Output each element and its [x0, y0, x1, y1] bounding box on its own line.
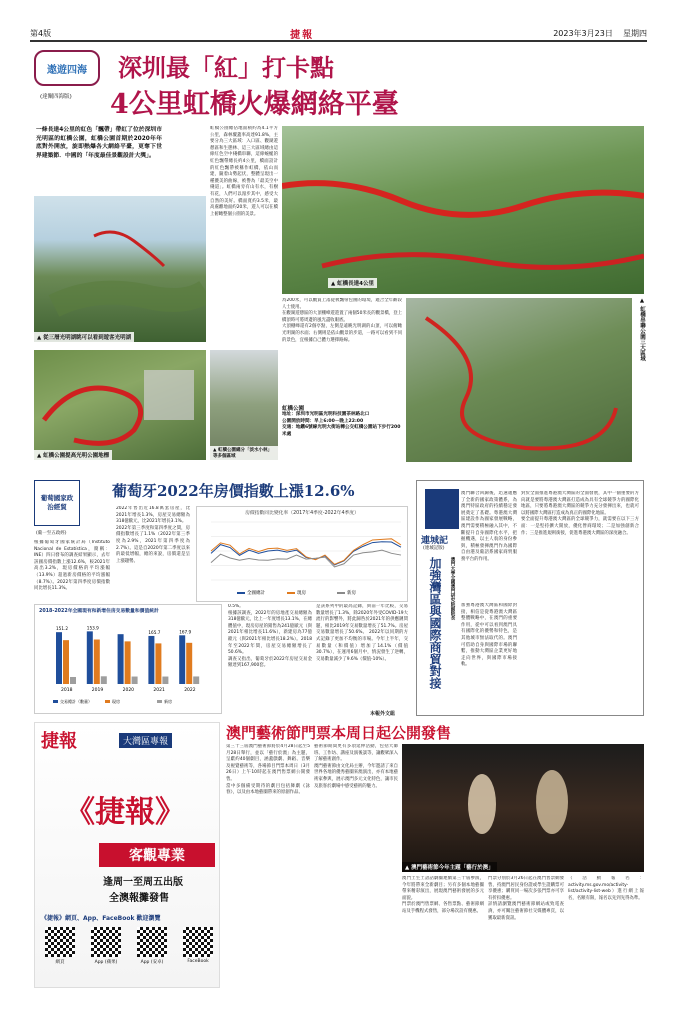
date-line: 2023年3月23日 星期四	[553, 28, 647, 38]
tick-label: 2020	[122, 688, 135, 693]
housing-col2: 2022年售出近16.8萬套房屋，比2021年增長1.3%，房屋交易總額為318億歐元，比2021年增長3.1%。 2022年第三季度和第四季度之間，房價指數增長了1.1%（2022年第三季度為2.9%，2021年第四季度為2.7%）。這是自2020年第二季度以來的最低增幅，總的來說，房價還是呈上漲趨勢。	[116, 506, 190, 564]
cross-strait-subhead: 澳門大學全國澳門研究院副院長	[450, 557, 455, 620]
bar	[179, 635, 185, 684]
caption-5: ▲ 虹橋公園總分「淡水小林」等多個區域	[210, 446, 278, 460]
qr-code-icon[interactable]: App (安卓)	[133, 927, 171, 965]
festival-col2: 藝術節期間更有多項延伸活動，包括大師班、工作坊、講座及演後談等，讓觀眾深入了解藝術創作。 澳門藝術節由文化局主辦，今年邀請了來自世界各地的優秀藝團來澳演出，亦有本地藝術家參與，展示澳門多元文化特色，讓市民及旅客於劇場中感受藝術的魅力。	[314, 744, 398, 789]
photo-red-bridge-main	[282, 126, 644, 294]
bar-chart-title: 2018-2022年全國現有和新增住房交易數量和價值統計	[39, 609, 159, 614]
legend-swatch	[287, 592, 295, 594]
bar	[186, 643, 192, 684]
ad-big-title: 《捷報》	[65, 795, 185, 830]
bar	[101, 676, 107, 684]
data-label: 151.2	[56, 626, 68, 632]
legend-label: 現房	[297, 591, 306, 596]
tick-label: 2019	[91, 688, 104, 693]
headline-2: 4公里虹橋火爆網絡平臺	[110, 89, 399, 120]
housing-col1: 根據葡萄牙國家統計局（Instituto Nacional de Estatística，簡稱：INE）四日發布的調查結果顯示，去年該國房價指數上漲12.6%，較2021年高出3.2%，現房價格的平均漲幅（13.9%）超過新房價格的平均漲幅（8.7%）。2022年第四季度房價指數同比增長11.3%。	[34, 540, 110, 592]
ad-line2: 全澳報攤發售	[109, 893, 169, 904]
bar-chart	[34, 604, 222, 714]
ad-footer: 《捷報》網頁、App、FaceBook 歡迎瀏覽	[41, 915, 161, 922]
data-label: 167.9	[179, 629, 192, 635]
legend-label: 新房	[347, 591, 356, 596]
line-chart-title: 房價指數同比變化率（2017年4季度-2022年4季度）	[245, 511, 359, 516]
caption-1: ▲ 從三層光明湖眺可以看到遊客光明湖	[34, 332, 134, 342]
travel-body-col3: 為200米，可以觀賞上落從被飄帶包圍的環境，適合全年齡段人士使用。 在觀湖遊憩區的大頂棚峰遊遊置了兩個50米長的觀景橋，登上橋頂時可將周邊的風光盡收眼底。 大頂棚峰還有2個亭點，左側是遠眺光明湖的山頂，可以俯瞰光明湖的水面；右側則是依山觀景的步道，一路可以看到不同的景色，宜根據自己體力選擇路線。	[282, 298, 402, 343]
lead-paragraph: 一條長達4公里的紅色「飄帶」帶紅了位於深圳市光明區的虹橋公園，虹橋公園首期於2020年年底對外開放，旋即熱爆各大網絡平臺，更奪下世界建築節．中國的「年度最佳景觀設計大獎」。	[36, 127, 162, 159]
ad-line1: 逢周一至周五出版	[103, 877, 183, 888]
bar	[162, 677, 168, 684]
housing-source: 本報外文組	[370, 711, 396, 717]
line-chart-svg	[197, 516, 407, 602]
photo-bridge-zones	[406, 298, 632, 462]
data-label: 153.9	[86, 625, 99, 631]
festival-photo-caption: ▲ 澳門藝術節今年主題「藝行於澳」	[402, 862, 497, 872]
housing-col4: 是該系列中的最高記錄，與前一年比較，交易數量增長了1.3%，除2020年外受COVID-19大流行的影響外，將此歸咎於2021年的供應鏈問題，相比2019年交易數量增長了51.7%。房屋交易數量增長了50.6%。 2022年以同期的方式記錄了更加不均衡的市場。今年上半年，交易數量（和價值）增加了14.1%（價值30.7%），在運用6個月中，情況發生了逆轉，交易數量減少了9.6%（價值-10%）。	[316, 604, 408, 662]
tick-label: 2022	[184, 688, 196, 693]
cross-strait-col1: 澳門聯合回歸後，迅速適應了全新的國家政策體系，為澳門特區政府的持續穩定發展奠定了基礎。粵港澳大灣區建設作為國家發展戰略，澳門需要積極融入其中，不斷提升自身國際化水平，把握機遇，以主人翁的身份參與，積極發揮澳門作為國際自由港及葡語系國家商貿服務平台的作用。	[461, 491, 517, 562]
page-number: 第4版	[30, 28, 52, 38]
qr-code-icon[interactable]: App (蘋果)	[87, 927, 125, 965]
headline-1: 深圳最「紅」打卡點	[118, 53, 334, 82]
caption-3-vertical: ▲ 虹橋串聯公園三大區域	[639, 298, 645, 361]
bar	[118, 634, 124, 684]
cross-strait-credit: (連城記版)	[423, 546, 445, 551]
line-chart	[196, 506, 408, 602]
header-rule	[30, 40, 647, 42]
ad-region: 大灣區專報	[119, 733, 172, 748]
data-label: 165.7	[148, 629, 161, 635]
photo-ridge-bridge	[34, 196, 206, 342]
housing-tag: 葡萄國家政治經貿	[34, 480, 80, 526]
caption-4: ▲ 虹橋公園提高光明公園地標	[34, 450, 112, 460]
cross-strait-tag-label: 連城記	[421, 536, 449, 546]
cross-strait-box	[416, 480, 644, 716]
bridge-illustration	[34, 196, 206, 342]
ad-masthead: 捷報	[41, 731, 77, 752]
photo-bridge-walk	[210, 350, 278, 460]
tick-label: 2021	[153, 688, 165, 693]
cross-strait-col2: 加強粵港澳大灣區和國際對接，相信是從粵港澳大灣區整體戰略中，在澳門的重要作用，從中可以看到澳門具有國際化的優勢和特色，是其他城市無法取代的。澳門可借助自身與國際市場的聯繫，推動大灣區企業更好地走向世界，與國際市場接軌。	[461, 603, 517, 668]
legend-label: 全國總計	[247, 591, 265, 596]
qr-code-icon[interactable]: FaceBook	[179, 927, 217, 965]
page-header	[0, 0, 677, 44]
housing-credit: (葡一至五政經)	[36, 531, 67, 536]
festival-col3: 澳門土生土語話劇團連續第三十屆參演，今年將帶來全新劇目；另有多個本地藝團帶來精彩演出，展現澳門藝術發展的多元面貌。 門票於澳門售票網、各售票點、藝術節網站及手機程式發售，部分場次設有優惠。	[402, 876, 484, 914]
legend-swatch	[237, 592, 245, 594]
bar-chart-svg	[35, 616, 221, 714]
festival-col4: 門票分別於3月26日起在澳門售票網發售，持澳門居民身份證或學生證購票可享優惠；購買同一場次多張門票亦可享有折扣優惠。 詳情請瀏覽澳門藝術節網站或致電查詢，亦可關注藝術節社交媒體專頁，以獲取最新資訊。	[488, 876, 564, 921]
ad-qr-row	[41, 927, 217, 965]
bar	[155, 643, 161, 684]
legend-swatch	[337, 592, 345, 594]
bar	[125, 641, 131, 684]
bar	[87, 631, 93, 684]
legend-label: 現房	[112, 699, 120, 704]
bar	[56, 632, 62, 684]
bar	[63, 640, 69, 684]
newspaper-ad	[34, 722, 220, 988]
bar	[70, 677, 76, 684]
cross-strait-col3: 對於全面推進粵港澳大灣區的全面發展，其中一個重要的方向就是要將粵港澳大灣區打造成為具有全球競爭力的國際化地區，只要將粵港澳大灣區的競爭力充分發揮出來，也就可以將國際大灣區打造成為真正的國際化地區。 要全面提升粵港澳大灣區的全球競爭力，就需要在以下三方面：一是堅持擴大開放，優化營商環境；二是加強創新合作；三是推進規則銜接，促進粵港澳大灣區的深度融合。	[521, 491, 639, 536]
photo-bridge-aerial	[34, 350, 206, 460]
cross-strait-tag	[425, 489, 459, 529]
ad-banner: 客觀專業	[99, 843, 215, 867]
series-line-2	[211, 550, 401, 567]
travel-body-col2: 虹橋公園總佔地面積約為4.1平方公里，森林覆蓋率高達91.8%，主要分為三大區域：入口區、觀湖遊憩區和生態林、這三大區域總由這條紅色空中棧橋串聯，這條蜿蜒的紅色飄帶總長約4公里，橋面設計的紅色飄帶被稱作虹橋，依山而建，隨着山勢起伏，整體呈現出一種優美的曲線，被譽為「最美空中棧道」。虹橋兩旁有山有水，有樹有花，人們可以漫步其中，感受大自然的美好。橋面寬約3.5米，最高處離地面約20米，遊人可以在橋上俯瞰整個公園的美景。	[210, 126, 278, 217]
column-credit: (達闡四海版)	[40, 94, 72, 100]
legend-swatch	[53, 700, 58, 703]
festival-headline: 澳門藝術節門票本周日起公開發售	[226, 724, 452, 742]
bar	[132, 677, 138, 684]
legend-label: 交易總計（數量）	[60, 699, 92, 704]
park-info: 虹橋公園 地址：深圳市光明區光明科技園茶林路北口 公園開放時間：早上6:00－晚上22:00 交通：地鐵6號線光明大街站轉公交虹橋公園站下步行200米處	[282, 406, 401, 437]
legend-swatch	[157, 700, 162, 703]
bar	[148, 636, 154, 684]
housing-headline: 葡萄牙2022年房價指數上漲12.6%	[112, 482, 355, 500]
festival-col1: 第三十三屆澳門藝術節將於4月28日起至5月28日舉行，並以「藝行於澳」為主題，呈獻約40個劇目，涵蓋戲劇、舞蹈、音樂及視覺藝術等，各場節目門票本周日（3月26日）上午10時起在澳門售票網公開發售。 當中多個備受期待的劇目包括舞劇《詠春》，以及由本地藝團帶來的原創作品。	[226, 744, 310, 796]
bar	[94, 640, 100, 684]
festival-col5: （活動報名：activity.ms.gov.mo/activity-list/activity-list-web）進行網上報名，名額有限，報名以先到先得為準。	[568, 876, 644, 901]
legend-label: 新房	[164, 699, 172, 704]
column-tag-badge: 遨遊四海	[34, 50, 100, 86]
bar	[193, 676, 199, 684]
tick-label: 2018	[61, 688, 73, 693]
qr-code-icon[interactable]: 網頁	[41, 927, 79, 965]
cross-strait-headline: 加強灣區與國際商貿對接	[428, 557, 442, 689]
paper-name: 捷報	[290, 29, 315, 41]
legend-swatch	[105, 700, 110, 703]
festival-photo	[402, 744, 644, 872]
housing-col3: 0.5%。 根據該調查，2022年的房地產交易總額為318億歐元，比上一年度增長13.1%，在總體值中，現房房屋的銷售為241億歐元（與2021年相比增長11.6%），新建房為77億歐元（與2021年相比增長18.2%）。2018年至2022年間，房屋交易總額增長了50.6%。 調查又指出，葡萄牙於2022年房屋交易金額達到167,900套。	[228, 604, 312, 669]
caption-2: ▲ 虹橋長達4公里	[328, 278, 377, 288]
